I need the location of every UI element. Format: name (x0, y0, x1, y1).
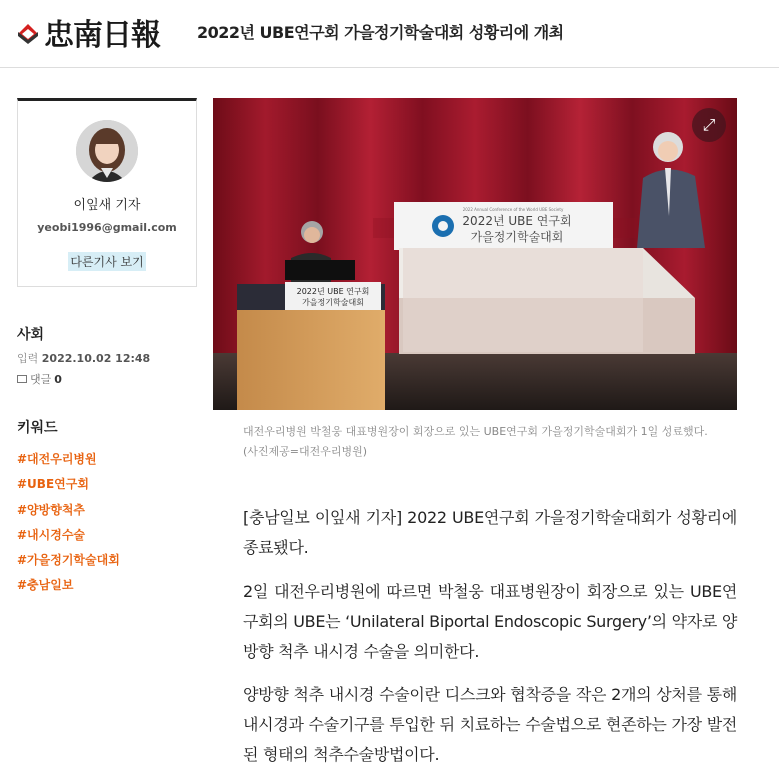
logo-mark-icon (16, 20, 40, 44)
comment-number: 0 (54, 372, 62, 386)
comment-count[interactable] (17, 371, 62, 387)
article-paragraph: [충남일보 이잎새 기자] 2022 UBE연구회 가을정기학술대회가 성황리에 종료됐다. (243, 508, 737, 557)
article-photo[interactable] (213, 98, 737, 410)
keyword-item[interactable]: #양방향척추 (17, 502, 86, 517)
date-label: 입력 (17, 352, 39, 365)
avatar (76, 120, 138, 182)
banner-line1: 2022년 UBE 연구회 (462, 214, 572, 228)
reporter-card (17, 98, 197, 287)
podium-sign-line1: 2022년 UBE 연구회 (296, 287, 370, 296)
site-logo[interactable] (16, 10, 160, 54)
expand-photo-button[interactable] (692, 108, 726, 142)
article-headline: 2022년 UBE연구회 가을정기학술대회 성황리에 개최 (197, 23, 564, 42)
article-paragraph: 양방향 척추 내시경 수술이란 디스크와 협착증을 작은 2개의 상처를 통해 내시경과 수술기구를 투입한 뒤 치료하는 수술법으로 현존하는 가장 발전된 형태의 척추수술방법이다. (243, 685, 737, 764)
keyword-item[interactable]: #UBE연구회 (17, 477, 89, 492)
publish-date (17, 350, 150, 366)
comment-label: 댓글 (30, 373, 52, 386)
keywords-title: 키워드 (17, 420, 58, 436)
reporter-name: 이잎새 기자 (73, 198, 141, 213)
banner-line2: 가을정기학술대회 (470, 230, 564, 244)
podium-sign-line2: 가을정기학술대회 (302, 298, 364, 307)
section-category[interactable]: 사회 (17, 327, 45, 343)
article-paragraph: 2일 대전우리병원에 따르면 박철웅 대표병원장이 회장으로 있는 UBE연구회의 UBE는 ‘Unilateral Biportal Endoscopic Surgery’의 약자로 양방향 척추 내시경 수술을 의미한다. (243, 582, 737, 661)
photo-caption: 대전우리병원 박철웅 대표병원장이 회장으로 있는 UBE연구회 가을정기학술대회가 1일 성료했다. (사진제공=대전우리병원) (243, 425, 708, 458)
expand-icon: ⤢ (702, 115, 716, 134)
keyword-item[interactable]: #대전우리병원 (17, 452, 97, 466)
banner-small-text: 2022 Annual Conference of the World UBE Society (462, 207, 564, 212)
more-articles-link[interactable]: 다른기사 보기 (68, 252, 145, 271)
keyword-item[interactable]: #내시경수술 (17, 527, 86, 542)
keyword-item[interactable]: #충남일보 (17, 578, 74, 593)
keyword-item[interactable]: #가을정기학술대회 (17, 553, 120, 568)
logo-text: 忠南日報 (44, 18, 160, 53)
reporter-email[interactable]: yeobi1996@gmail.com (37, 221, 177, 234)
comment-icon (17, 375, 27, 383)
site-header (0, 0, 779, 68)
keyword-list (17, 450, 120, 602)
date-value: 2022.10.02 12:48 (41, 352, 151, 365)
